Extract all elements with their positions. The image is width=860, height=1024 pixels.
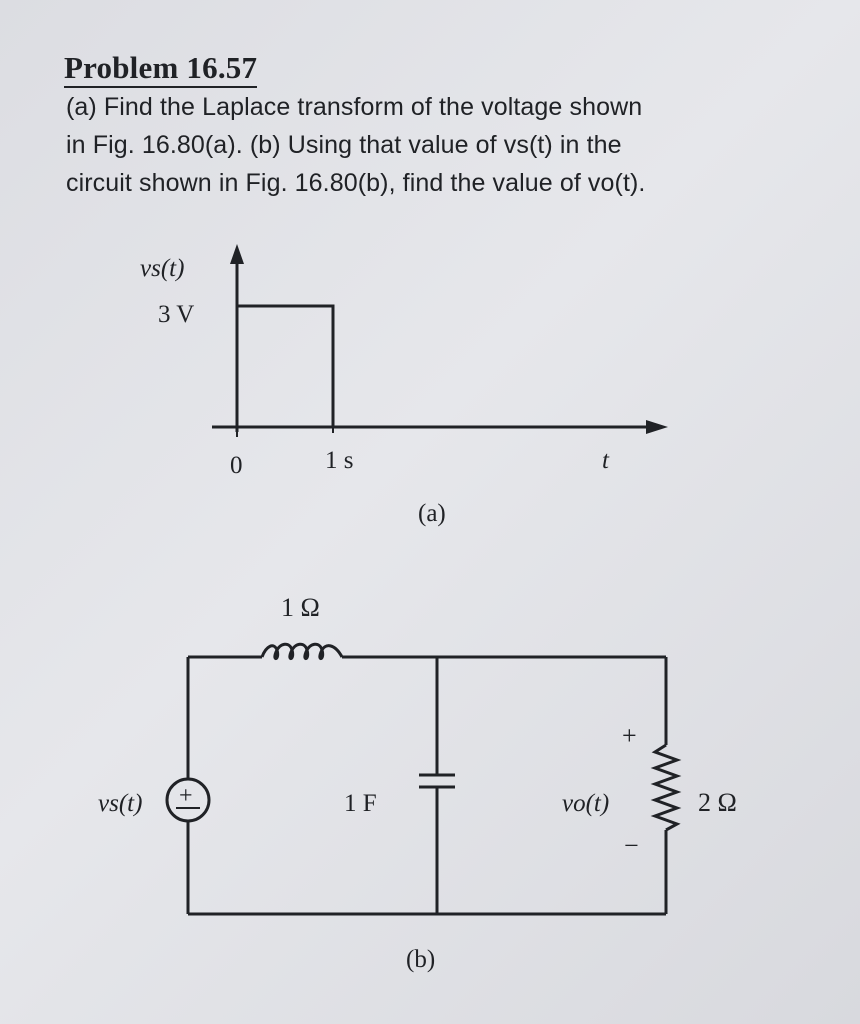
problem-line-2: in Fig. 16.80(a). (b) Using that value of vs(t) in the: [66, 131, 622, 159]
y-axis-label: vs(t): [140, 255, 185, 282]
problem-line-3: circuit shown in Fig. 16.80(b), find the value of vo(t).: [66, 169, 646, 197]
x-axis-arrow: [646, 420, 668, 434]
output-voltage-label: vo(t): [562, 790, 610, 817]
amplitude-label: 3 V: [158, 301, 195, 328]
figure-b-caption: (b): [406, 946, 436, 973]
y-axis-arrow: [230, 244, 244, 264]
problem-line-1: (a) Find the Laplace transform of the voltage shown: [66, 93, 643, 121]
capacitor-label: 1 F: [344, 790, 377, 817]
figure-a-caption: (a): [418, 500, 446, 527]
origin-label: 0: [230, 452, 243, 479]
resistor-1ohm: [262, 644, 342, 658]
output-plus-sign: +: [622, 721, 637, 750]
output-minus-sign: −: [624, 831, 639, 860]
resistor-1ohm-label: 1 Ω: [281, 593, 320, 622]
figure-b-circuit: [167, 644, 677, 914]
resistor-2ohm-label: 2 Ω: [698, 788, 737, 817]
pulse-end-label: 1 s: [325, 447, 354, 474]
problem-title: Problem 16.57: [64, 50, 257, 88]
figure-a-pulse-graph: [140, 244, 668, 527]
figure-b-labels: [98, 593, 737, 973]
source-label: vs(t): [98, 790, 143, 817]
source-polarity-symbol: +: [179, 783, 193, 809]
x-axis-label: t: [602, 447, 609, 474]
pulse-waveform: [237, 306, 333, 427]
resistor-2ohm: [655, 745, 677, 830]
